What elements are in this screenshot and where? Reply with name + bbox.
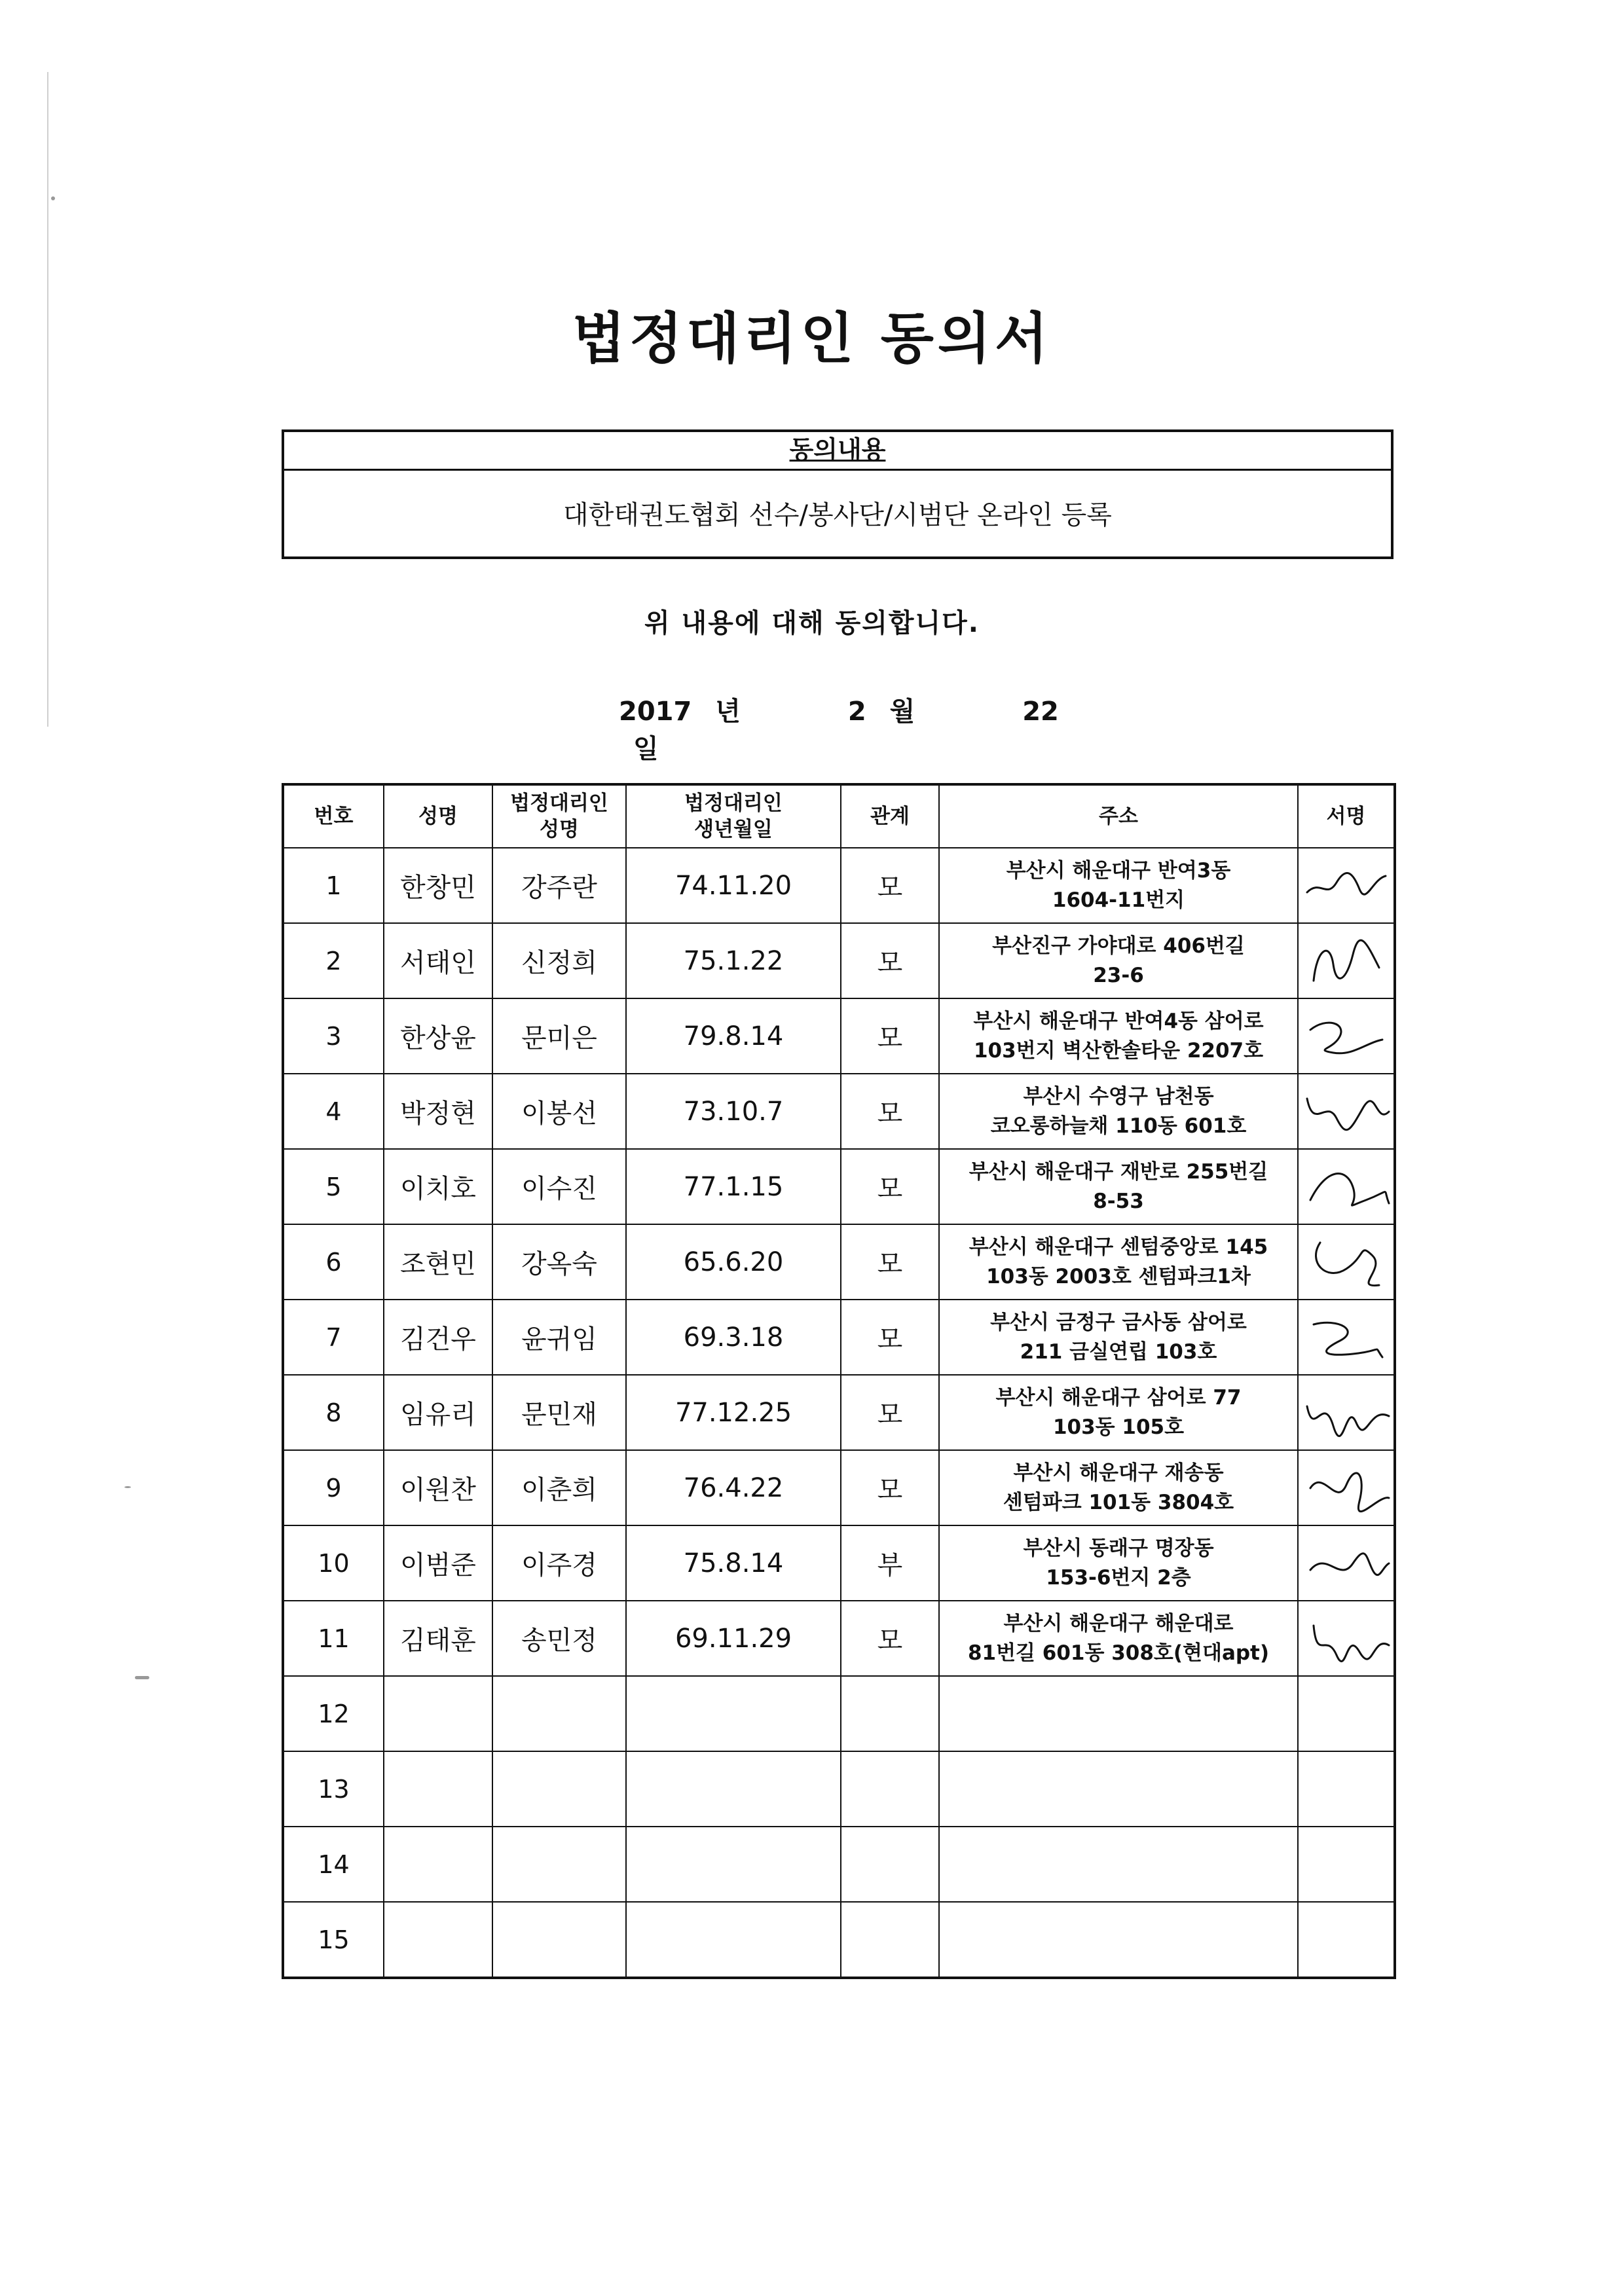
cell-guardian-birth: 76.4.22 [626,1450,841,1525]
cell-address [939,1676,1298,1751]
date-line [619,691,1077,765]
cell-signature [1298,1902,1395,1978]
table-row [283,1676,1395,1751]
cell-guardian-birth: 69.11.29 [626,1601,841,1676]
cell-number: 9 [283,1450,384,1525]
cell-number: 4 [283,1074,384,1149]
cell-signature [1298,1300,1395,1375]
cell-number: 13 [283,1751,384,1827]
table-row [283,848,1395,923]
cell-address: 부산시 수영구 남천동 코오롱하늘채 110동 601호 [939,1074,1298,1149]
cell-name: 한상윤 [384,998,492,1074]
cell-number: 5 [283,1149,384,1224]
date-year: 2017 [619,697,692,727]
cell-address: 부산시 금정구 금사동 삼어로 211 금실연립 103호 [939,1300,1298,1375]
cell-guardian-name: 이춘희 [492,1450,626,1525]
cell-name: 한창민 [384,848,492,923]
cell-signature [1298,1525,1395,1601]
cell-address: 부산시 해운대구 센텀중앙로 145 103동 2003호 센텀파크1차 [939,1224,1298,1300]
cell-signature [1298,1450,1395,1525]
cell-name [384,1902,492,1978]
cell-address [939,1827,1298,1902]
handwritten-signature [1301,1380,1392,1446]
cell-number: 8 [283,1375,384,1450]
cell-relation: 모 [841,1074,939,1149]
cell-signature [1298,1827,1395,1902]
cell-relation [841,1902,939,1978]
cell-address: 부산시 해운대구 삼어로 77 103동 105호 [939,1375,1298,1450]
scan-speck [51,196,55,200]
cell-address [939,1902,1298,1978]
handwritten-signature [1301,1531,1392,1596]
table-row [283,1751,1395,1827]
cell-relation: 모 [841,1450,939,1525]
date-month: 2 [847,697,866,727]
cell-signature [1298,1601,1395,1676]
table-header-row [283,784,1395,848]
cell-relation: 부 [841,1525,939,1601]
cell-number: 7 [283,1300,384,1375]
cell-relation: 모 [841,1300,939,1375]
date-year-unit: 년 [715,697,741,727]
table-row [283,1902,1395,1978]
cell-guardian-name: 이수진 [492,1149,626,1224]
cell-address: 부산시 해운대구 재송동 센텀파크 101동 3804호 [939,1450,1298,1525]
handwritten-signature [1301,1606,1392,1671]
cell-number: 11 [283,1601,384,1676]
col-header-address: 주소 [939,784,1298,848]
agreement-text: 대한태권도협회 선수/봉사단/시범단 온라인 등록 [563,500,1112,530]
handwritten-signature [1301,1455,1392,1521]
cell-address: 부산시 해운대구 반여4동 삼어로 103번지 벽산한솔타운 2207호 [939,998,1298,1074]
table-row [283,923,1395,998]
cell-number: 15 [283,1902,384,1978]
cell-signature [1298,1676,1395,1751]
cell-name [384,1676,492,1751]
table-row [283,1375,1395,1450]
cell-address: 부산시 해운대구 해운대로 81번길 601동 308호(현대apt) [939,1601,1298,1676]
table-row [283,1149,1395,1224]
cell-relation: 모 [841,1149,939,1224]
cell-number: 3 [283,998,384,1074]
cell-guardian-name [492,1902,626,1978]
cell-name: 이치호 [384,1149,492,1224]
cell-name: 이원찬 [384,1450,492,1525]
agreement-box [282,429,1393,559]
date-day: 22 [1022,697,1059,727]
cell-guardian-birth: 77.1.15 [626,1149,841,1224]
handwritten-signature [1301,1305,1392,1370]
cell-number: 14 [283,1827,384,1902]
cell-signature [1298,1074,1395,1149]
col-header-signature: 서명 [1298,784,1395,848]
col-header-guardian-birth: 법정대리인 생년월일 [626,784,841,848]
handwritten-signature [1301,928,1392,994]
cell-guardian-birth [626,1902,841,1978]
cell-relation [841,1676,939,1751]
cell-number: 2 [283,923,384,998]
cell-guardian-name: 문미은 [492,998,626,1074]
cell-guardian-birth [626,1751,841,1827]
cell-relation: 모 [841,1375,939,1450]
cell-guardian-name: 신정희 [492,923,626,998]
cell-guardian-name: 송민정 [492,1601,626,1676]
table-row [283,1224,1395,1300]
cell-signature [1298,1375,1395,1450]
document-title: 법정대리인 동의서 [572,306,1052,371]
consent-statement: 위 내용에 대해 동의합니다. [644,608,980,638]
cell-name: 김태훈 [384,1601,492,1676]
cell-number: 1 [283,848,384,923]
col-header-number: 번호 [283,784,384,848]
col-header-relation: 관계 [841,784,939,848]
date-day-unit: 일 [633,734,659,764]
cell-signature [1298,848,1395,923]
handwritten-signature [1301,1230,1392,1295]
cell-guardian-name [492,1676,626,1751]
table-row [283,1601,1395,1676]
cell-relation: 모 [841,923,939,998]
table-row [283,998,1395,1074]
cell-address: 부산시 동래구 명장동 153-6번지 2층 [939,1525,1298,1601]
cell-relation: 모 [841,998,939,1074]
cell-name [384,1751,492,1827]
handwritten-signature [1301,1079,1392,1144]
cell-guardian-birth: 74.11.20 [626,848,841,923]
cell-name: 이범준 [384,1525,492,1601]
cell-relation: 모 [841,1601,939,1676]
agreement-header: 동의내용 [284,432,1391,471]
cell-guardian-birth [626,1676,841,1751]
cell-name: 조현민 [384,1224,492,1300]
cell-guardian-birth: 77.12.25 [626,1375,841,1450]
table-row [283,1300,1395,1375]
cell-guardian-name [492,1827,626,1902]
cell-guardian-birth: 69.3.18 [626,1300,841,1375]
cell-signature [1298,1149,1395,1224]
cell-number: 6 [283,1224,384,1300]
table-row [283,1074,1395,1149]
cell-address: 부산진구 가야대로 406번길 23-6 [939,923,1298,998]
cell-signature [1298,998,1395,1074]
cell-guardian-name: 강옥숙 [492,1224,626,1300]
cell-guardian-name: 윤귀임 [492,1300,626,1375]
cell-guardian-name [492,1751,626,1827]
cell-guardian-name: 강주란 [492,848,626,923]
cell-guardian-birth: 65.6.20 [626,1224,841,1300]
cell-address: 부산시 해운대구 반여3동 1604-11번지 [939,848,1298,923]
cell-relation [841,1751,939,1827]
cell-number: 12 [283,1676,384,1751]
cell-relation: 모 [841,1224,939,1300]
cell-signature [1298,1224,1395,1300]
cell-relation [841,1827,939,1902]
col-header-name: 성명 [384,784,492,848]
handwritten-signature [1301,1004,1392,1069]
cell-guardian-birth: 75.8.14 [626,1525,841,1601]
cell-name: 박정현 [384,1074,492,1149]
scan-speck [124,1486,131,1488]
handwritten-signature [1301,1154,1392,1220]
cell-number: 10 [283,1525,384,1601]
cell-name: 김건우 [384,1300,492,1375]
cell-name: 서태인 [384,923,492,998]
cell-guardian-birth: 79.8.14 [626,998,841,1074]
scan-speck [135,1676,149,1679]
cell-name: 임유리 [384,1375,492,1450]
cell-relation: 모 [841,848,939,923]
handwritten-signature [1301,853,1392,919]
guardian-consent-table [282,783,1396,1979]
cell-guardian-name: 이주경 [492,1525,626,1601]
cell-name [384,1827,492,1902]
cell-guardian-name: 문민재 [492,1375,626,1450]
table-row [283,1525,1395,1601]
cell-signature [1298,1751,1395,1827]
table-row [283,1827,1395,1902]
table-row [283,1450,1395,1525]
cell-address: 부산시 해운대구 재반로 255번길 8-53 [939,1149,1298,1224]
cell-guardian-birth: 75.1.22 [626,923,841,998]
cell-guardian-birth: 73.10.7 [626,1074,841,1149]
cell-guardian-birth [626,1827,841,1902]
cell-address [939,1751,1298,1827]
date-month-unit: 월 [889,697,915,727]
cell-signature [1298,923,1395,998]
col-header-guardian-name: 법정대리인 성명 [492,784,626,848]
cell-guardian-name: 이봉선 [492,1074,626,1149]
